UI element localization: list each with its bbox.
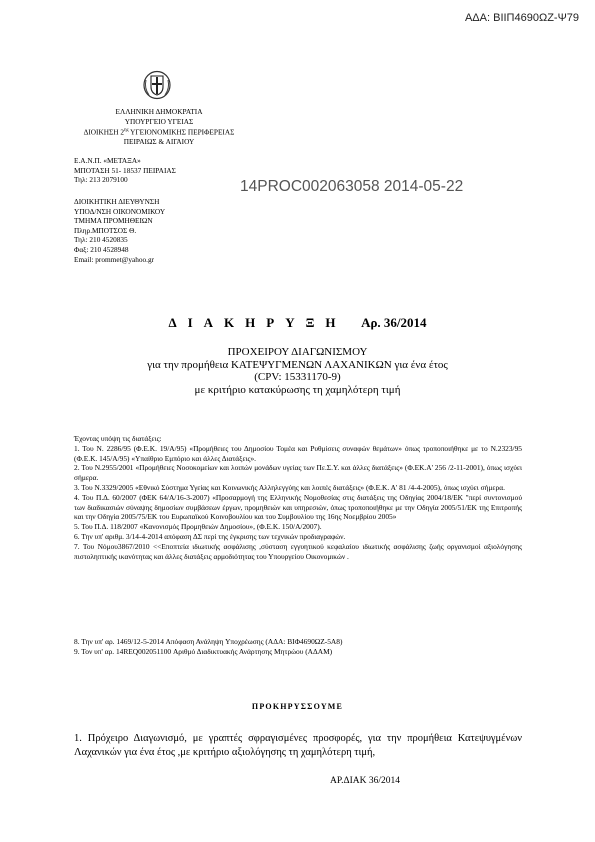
department-info <box>74 197 165 264</box>
proclamation-heading: ΠΡΟΚΗΡΥΣΣΟΥΜΕ <box>251 702 344 711</box>
hospital-line: ΜΠΟΤΑΣΗ 51- 18537 ΠΕΙΡΑΙΑΣ <box>74 165 176 175</box>
provision-item: 3. Του Ν.3329/2005 «Εθνικό Σύστημα Υγείας και Κοινωνικής Αλληλεγγύης και λοιπές διατάξεις» (Φ.Ε.Κ. Α' 81 /4-4-2005), όπως ισχύει σήμερα. <box>74 482 505 492</box>
footer-reference: ΑΡ.ΔΙΑΚ 36/2014 <box>330 776 400 786</box>
provision-item: 7. Του Νόμου3867/2010 <<Εποπτεία ιδιωτικής ασφάλισης ,σύσταση εγγυητικού κεφαλαίου ιδιωτικής ασφάλισης ζωής οργανισμοί αξιολόγησης πιστοληπτικής ικανότητας και άλλες διατάξεις αρμοδιότητας του Υπουργείου Οικονομικών . <box>74 541 522 561</box>
department-line: Πληρ.ΜΠΟΤΣΟΣ Θ. <box>74 225 137 235</box>
document-title <box>0 315 595 331</box>
title-word: ΔΙΑΚΗΡΥΞΗ <box>168 315 347 330</box>
header-line: ΔΙΟΙΚΗΣΗ $2^{\eta\varsigma}$ ΥΓΕΙΟΝΟΜΙΚΗΣ ΠΕΡΙΦΕΡΕΙΑΣ <box>83 127 235 137</box>
provisions-intro: Έχοντας υπόψη τις διατάξεις: <box>74 434 162 443</box>
department-line: ΥΠΟΔ/ΝΣΗ ΟΙΚΟΝΟΜΙΚΟΥ <box>74 206 166 216</box>
department-line: ΔΙΟΙΚΗΤΙΚΗ ΔΙΕΥΘΥΝΣΗ <box>74 197 160 206</box>
paragraph-1: 1. Πρόχειρο Διαγωνισμό, με γραπτές σφραγισμένες προσφορές, για την προμήθεια Κατεψυγμένων Λαχανικών για ένα έτος ,με κριτήριο αξιολόγησης τη χαμηλότερη τιμή, <box>74 733 522 758</box>
subtitle-line: με κριτήριο κατακύρωσης τη χαμηλότερη τιμή <box>194 383 401 396</box>
provision-item: 4. Του Π.Δ. 60/2007 (ΦΕΚ 64/Α/16-3-2007) «Προσαρμογή της Ελληνικής Νομοθεσίας στις διατάξεις της Οδηγίας 2004/18/ΕΚ "περί συντονισμού των διαδικασιών σύναψης δημοσίων συμβάσεων έργων, προμηθειών και υπηρεσιών, όπως τροποποιήθηκε με την Οδηγία 2005/51/ΕΚ της Επιτροπής και την Οδηγία 2005/75/ΕΚ του Ευρωπαϊκού Κοινοβουλίου και του Συμβουλίου της 16ης Νοεμβρίου 2005» <box>74 492 522 522</box>
protocol-number: 14PROC002063058 2014-05-22 <box>240 178 464 195</box>
provision-item: 1. Του Ν. 2286/95 (Φ.Ε.Κ. 19/Α/95) «Προμήθειες του Δημοσίου Τομέα και Ρυθμίσεις συναφών θεμάτων» όπως τροποποιήθηκε με το Ν.2323/95 (Φ.Ε.Κ. 145/Α/95) «Υπαίθριο Εμπόριο και άλλες Διατάξεις». <box>74 443 522 463</box>
hospital-line: Ε.Α.Ν.Π. «ΜΕΤΑΞΑ» <box>74 156 141 165</box>
hospital-line: Τηλ: 213 2079100 <box>74 175 128 185</box>
notes-list <box>74 637 342 657</box>
provision-item: 5. Του Π.Δ. 118/2007 «Κανονισμός Προμηθειών Δημοσίου», (Φ.Ε.Κ. 150/Α/2007). <box>74 522 322 532</box>
ministry-header <box>74 107 244 147</box>
subtitle-line: ΠΡΟΧΕΙΡΟΥ ΔΙΑΓΩΝΙΣΜΟΥ <box>227 346 368 358</box>
provision-item: 2. Του Ν.2955/2001 «Προμήθειες Νοσοκομείων και λοιπών μονάδων υγείας των Πε.Σ.Υ. και άλλες διατάξεις» (Φ.ΕΚ.Α' 256 /2-11-2001), όπως ισχύει σήμερα. <box>74 463 522 483</box>
greek-emblem-icon <box>143 70 171 100</box>
department-line: ΤΜΗΜΑ ΠΡΟΜΗΘΕΙΩΝ <box>74 216 153 226</box>
ada-code: ΑΔΑ: ΒΙΙΠ4690ΩΖ-Ψ79 <box>464 12 579 24</box>
note-item: 8. Την υπ' αρ. 1469/12-5-2014 Απόφαση Ανάληψη Υποχρέωσης (ΑΔΑ: ΒΙΦ4690ΩΖ-5Α8) <box>74 637 343 646</box>
header-line: ΕΛΛΗΝΙΚΗ ΔΗΜΟΚΡΑΤΙΑ <box>115 107 203 116</box>
provisions-list <box>74 434 522 561</box>
title-number: Αρ. 36/2014 <box>361 315 427 330</box>
subtitle-line: για την προμήθεια ΚΑΤΕΨΥΓΜΕΝΩΝ ΛΑΧΑΝΙΚΩΝ για ένα έτος <box>147 358 448 371</box>
note-item: 9. Τον υπ' αρ. 14REQ002051100 Αριθμό Διαδικτυακής Ανάρτησης Μητρώου (ΑΔΑΜ) <box>74 646 333 656</box>
header-line: ΠΕΙΡΑΙΩΣ & ΑΙΓΑΙΟΥ <box>123 137 195 147</box>
header-line: ΥΠΟΥΡΓΕΙΟ ΥΓΕΙΑΣ <box>124 116 194 126</box>
provision-item: 6. Την υπ' αριθμ. 3/14-4-2014 απόφαση ΔΣ περί της έγκρισης των τεχνικών προδιαγραφών. <box>74 531 346 541</box>
subtitle-line: (CPV: 15331170-9) <box>254 371 341 383</box>
email-line: Email: prommet@yahoo.gr <box>74 254 155 264</box>
subtitle-block <box>0 346 595 396</box>
department-line: Φαξ: 210 4528948 <box>74 244 129 254</box>
department-line: Τηλ: 210 4520835 <box>74 235 128 245</box>
hospital-info <box>74 156 176 185</box>
